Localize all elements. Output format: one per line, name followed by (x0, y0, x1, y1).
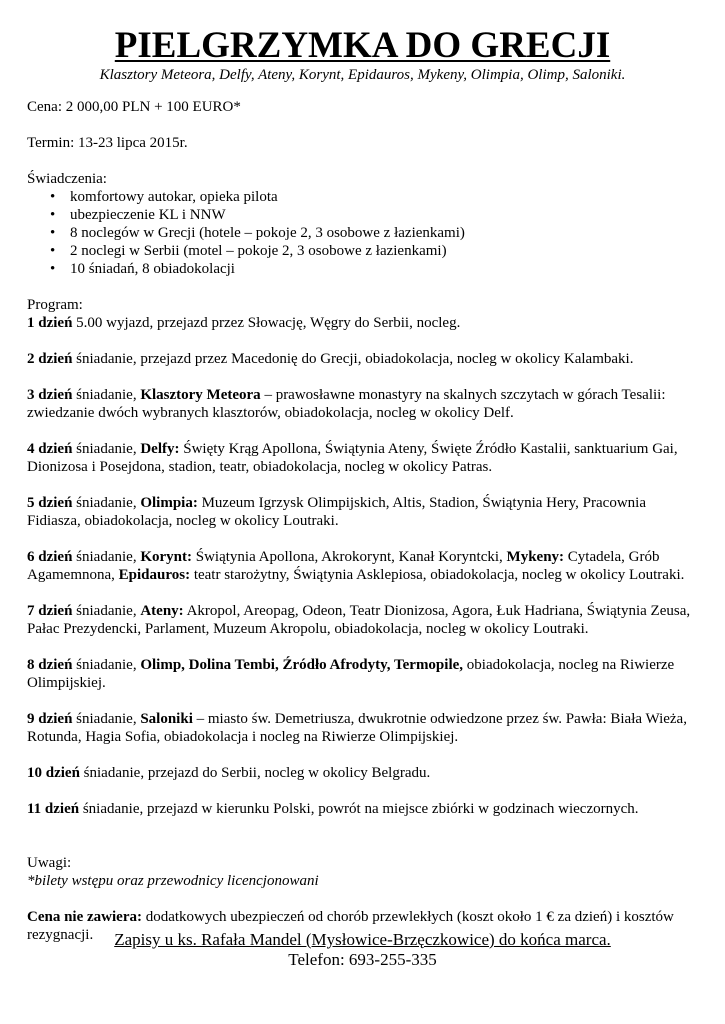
program-day-3: 3 dzień śniadanie, Klasztory Meteora – prawosławne monastyry na skalnych szczytach w górach Tesalii: zwiedzanie dwóch wybranych klasztorów, obiadokolacja, nocleg w okolicy Delf. (27, 387, 666, 421)
term-line: Termin: 13-23 lipca 2015r. (27, 135, 188, 151)
list-item: • 10 śniadań, 8 obiadokolacji (50, 261, 235, 277)
program-day-4: 4 dzień śniadanie, Delfy: Święty Krąg Apollona, Świątynia Ateny, Święte Źródło Kastalii, sanktuarium Gai, Dionizosa i Posejdona, stadion, teatr, obiadokolacja, nocleg w okolicy Patras. (27, 441, 678, 475)
program-day-11: 11 dzień śniadanie, przejazd w kierunku Polski, powrót na miejsce zbiórki w godzinach wieczornych. (27, 801, 639, 817)
program-day-2: 2 dzień śniadanie, przejazd przez Macedonię do Grecji, obiadokolacja, nocleg w okolicy Kalambaki. (27, 351, 634, 367)
program-heading: Program: (27, 297, 83, 313)
list-item: • komfortowy autokar, opieka pilota (50, 189, 278, 205)
program-day-6: 6 dzień śniadanie, Korynt: Świątynia Apollona, Akrokorynt, Kanał Koryntcki, Mykeny: Cytadela, Grób Agamemnona, Epidauros: teatr starożytny, Świątynia Asklepiosa, obiadokolacja, nocleg w okolicy Loutraki. (27, 549, 685, 583)
price-line: Cena: 2 000,00 PLN + 100 EURO* (27, 99, 241, 115)
bullet-icon: • (50, 225, 56, 241)
program-day-7: 7 dzień śniadanie, Ateny: Akropol, Areopag, Odeon, Teatr Dionizosa, Agora, Łuk Hadriana, Świątynia Zeusa, Pałac Prezydencki, Parlament, Muzeum Akropolu, obiadokolacja, nocleg w okolicy Loutraki. (27, 603, 691, 637)
bullet-icon: • (50, 243, 56, 259)
notes-line: *bilety wstępu oraz przewodnicy licencjonowani (27, 873, 319, 889)
document-body (27, 98, 702, 944)
document-subtitle: Klasztory Meteora, Delfy, Ateny, Korynt, Epidauros, Mykeny, Olimpia, Olimp, Saloniki. (99, 67, 626, 83)
bullet-icon: • (50, 261, 56, 277)
phone-line: Telefon: 693-255-335 (288, 950, 437, 969)
program-day-1: 1 dzień 5.00 wyjazd, przejazd przez Słowację, Węgry do Serbii, nocleg. (27, 315, 461, 331)
list-item: • ubezpieczenie KL i NNW (50, 207, 226, 223)
list-item: • 8 noclegów w Grecji (hotele – pokoje 2, 3 osobowe z łazienkami) (50, 225, 465, 241)
program-day-5: 5 dzień śniadanie, Olimpia: Muzeum Igrzysk Olimpijskich, Altis, Stadion, Świątynia Hery, Pracownia Fidiasza, obiadokolacja, nocleg w okolicy Loutraki. (27, 495, 646, 529)
list-item: • 2 noclegi w Serbii (motel – pokoje 2, 3 osobowe z łazienkami) (50, 243, 447, 259)
bullet-icon: • (50, 189, 56, 205)
services-heading: Świadczenia: (27, 171, 107, 187)
program-day-9: 9 dzień śniadanie, Saloniki – miasto św. Demetriusza, dwukrotnie odwiedzone przez św. Pawła: Biała Wieża, Rotunda, Hagia Sofia, obiadokolacja i nocleg na Riwierze Olimpijskiej. (27, 711, 687, 745)
services-list (27, 188, 702, 278)
notes-heading: Uwagi: (27, 855, 72, 871)
bullet-icon: • (50, 207, 56, 223)
signup-line: Zapisy u ks. Rafała Mandel (Mysłowice-Brzęczkowice) do końca marca. (114, 930, 611, 949)
price-exclusions: Cena nie zawiera: dodatkowych ubezpieczeń od chorób przewlekłych (koszt około 1 € za dzień) i kosztów rezygnacji. (27, 909, 674, 943)
document-title: PIELGRZYMKA DO GRECJI (114, 25, 611, 66)
program-day-8: 8 dzień śniadanie, Olimp, Dolina Tembi, Źródło Afrodyty, Termopile, obiadokolacja, nocleg na Riwierze Olimpijskiej. (27, 657, 675, 691)
document-footer (0, 930, 725, 970)
program-day-10: 10 dzień śniadanie, przejazd do Serbii, nocleg w okolicy Belgradu. (27, 765, 431, 781)
